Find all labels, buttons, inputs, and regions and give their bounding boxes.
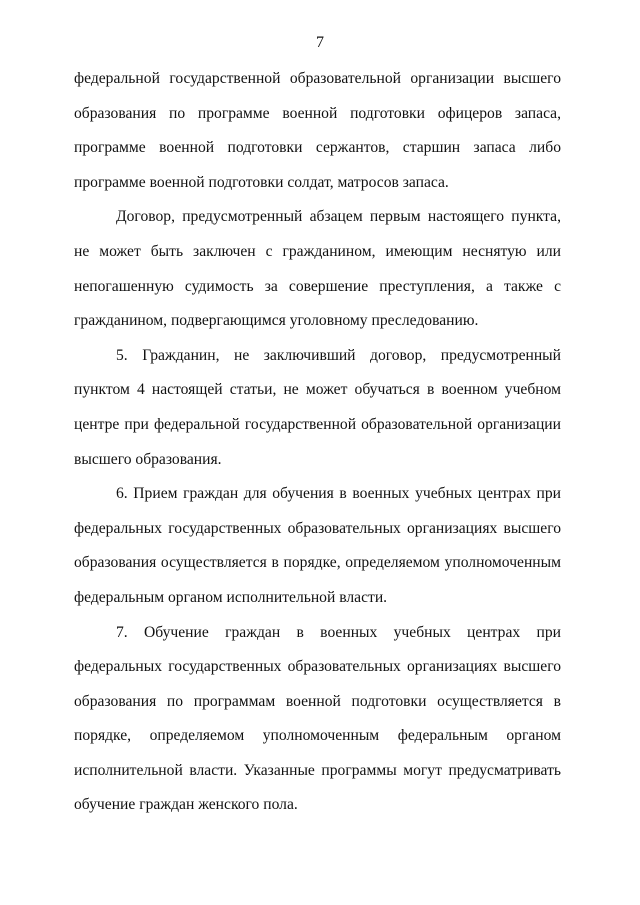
paragraph-item-7: 7. Обучение граждан в военных учебных центрах при федеральных государственных образовательных организациях высшего образования по программам военной подготовки осуществляется в порядке, определяемом уполномоченным федеральным органом исполнительной власти. Указанные программы могут предусматривать обучение граждан женского пола. bbox=[74, 623, 561, 814]
page-number: 7 bbox=[316, 34, 324, 51]
paragraph-item-5: 5. Гражданин, не заключивший договор, предусмотренный пунктом 4 настоящей статьи, не может обучаться в военном учебном центре при федеральной государственной образовательной организации высшего образования. bbox=[74, 346, 561, 468]
paragraph-contract-restriction: Договор, предусмотренный абзацем первым настоящего пункта, не может быть заключен с гражданином, имеющим неснятую или непогашенную судимость за совершение преступления, а также с гражданином, подвергающимся уголовному преследованию. bbox=[74, 208, 561, 330]
document-body bbox=[74, 62, 561, 823]
paragraph-continuation: федеральной государственной образовательной организации высшего образования по программе военной подготовки офицеров запаса, программе военной подготовки сержантов, старшин запаса либо программе военной подготовки солдат, матросов запаса. bbox=[74, 70, 561, 191]
paragraph-item-6: 6. Прием граждан для обучения в военных учебных центрах при федеральных государственных образовательных организациях высшего образования осуществляется в порядке, определяемом уполномоченным федеральным органом исполнительной власти. bbox=[74, 485, 561, 606]
